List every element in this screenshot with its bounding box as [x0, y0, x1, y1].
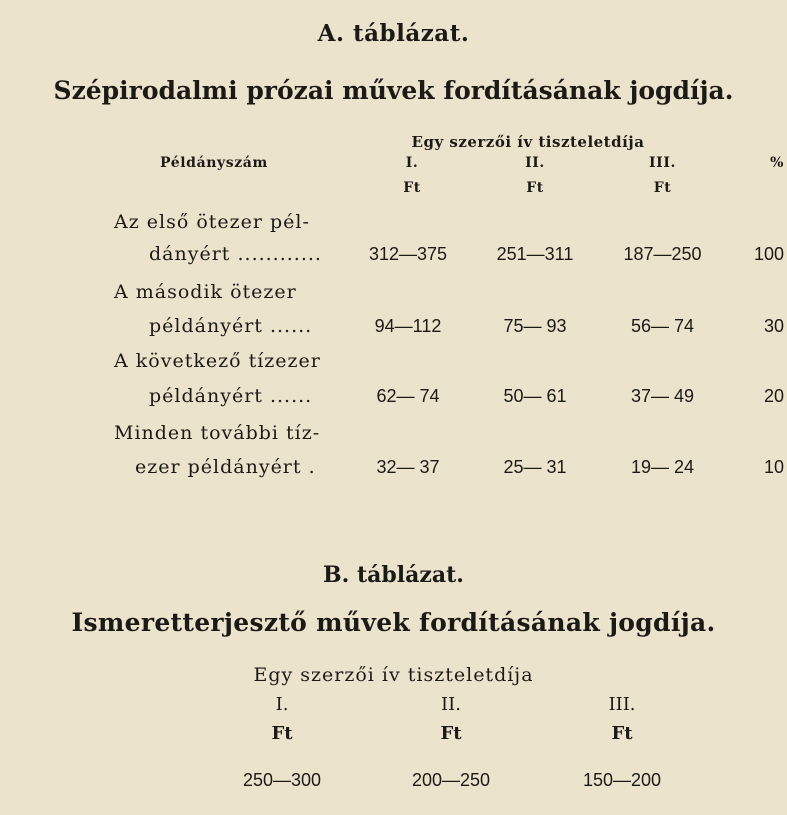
table-a-row-1-label-line2: dányért ............	[149, 243, 322, 265]
table-b-unit-1: Ft	[271, 723, 293, 744]
table-a-unit-3: Ft	[653, 180, 672, 196]
table-a-col-pct: %	[770, 155, 784, 171]
table-a-row-2-v3: 56— 74	[630, 316, 695, 336]
table-a-row-1-pct: 100	[753, 244, 784, 264]
table-b-col-2: II.	[441, 694, 461, 715]
table-a-row-4-label-line2: ezer példányért .	[135, 456, 316, 478]
table-a-row-2-label-line1: A második ötezer	[114, 281, 297, 303]
table-b-unit-2: Ft	[440, 723, 462, 744]
table-b-value-2: 200—250	[411, 770, 491, 790]
table-a-row-2-label-line2: példányért ......	[149, 315, 313, 337]
table-a-col-label: Példányszám	[160, 155, 268, 171]
table-a-row-4-label-line1: Minden további tíz-	[114, 422, 321, 444]
table-b-col-3: III.	[608, 694, 636, 715]
table-b-unit-3: Ft	[611, 723, 633, 744]
table-b-value-3: 150—200	[582, 770, 662, 790]
table-a-row-3-pct: 20	[763, 386, 784, 406]
table-a-col-2: II.	[525, 155, 545, 171]
table-a-row-3-v3: 37— 49	[630, 386, 695, 406]
table-b-value-1: 250—300	[242, 770, 322, 790]
table-a-row-3-v1: 62— 74	[376, 386, 440, 406]
table-a-row-4-v2: 25— 31	[503, 457, 567, 477]
table-a-row-2-pct: 30	[763, 316, 784, 336]
table-a-subtitle: Szépirodalmi prózai művek fordításának jogdíja.	[53, 76, 734, 105]
table-b-col-1: I.	[275, 694, 289, 715]
table-a-header-main: Egy szerzői ív tiszteletdíja	[411, 133, 645, 151]
table-b-title: B. táblázat.	[323, 562, 464, 588]
table-a-row-4-v3: 19— 24	[630, 457, 695, 477]
table-a-unit-1: Ft	[403, 180, 421, 196]
table-a-row-4-v1: 32— 37	[376, 457, 440, 477]
table-a-col-3: III.	[649, 155, 676, 171]
table-a-row-3-label-line1: A következő tízezer	[114, 350, 321, 372]
table-b-header-main: Egy szerzői ív tiszteletdíja	[253, 664, 534, 686]
table-b-subtitle: Ismeretterjesztő művek fordításának jogdíja.	[71, 608, 716, 637]
table-a-unit-2: Ft	[526, 180, 544, 196]
table-a-title: A. táblázat.	[317, 20, 470, 47]
table-a-row-1-label-line1: Az első ötezer pél-	[114, 211, 310, 233]
table-a-row-2-v2: 75— 93	[503, 316, 567, 336]
table-a-row-2-v1: 94—112	[374, 316, 442, 336]
table-a-row-1-v3: 187—250	[623, 244, 702, 264]
table-a-row-3-label-line2: példányért ......	[149, 385, 313, 407]
table-a-row-4-pct: 10	[763, 457, 784, 477]
table-a-row-1-v2: 251—311	[496, 244, 574, 264]
table-a-row-1-v1: 312—375	[368, 244, 448, 264]
table-a-col-1: I.	[405, 155, 419, 171]
table-a-row-3-v2: 50— 61	[503, 386, 567, 406]
